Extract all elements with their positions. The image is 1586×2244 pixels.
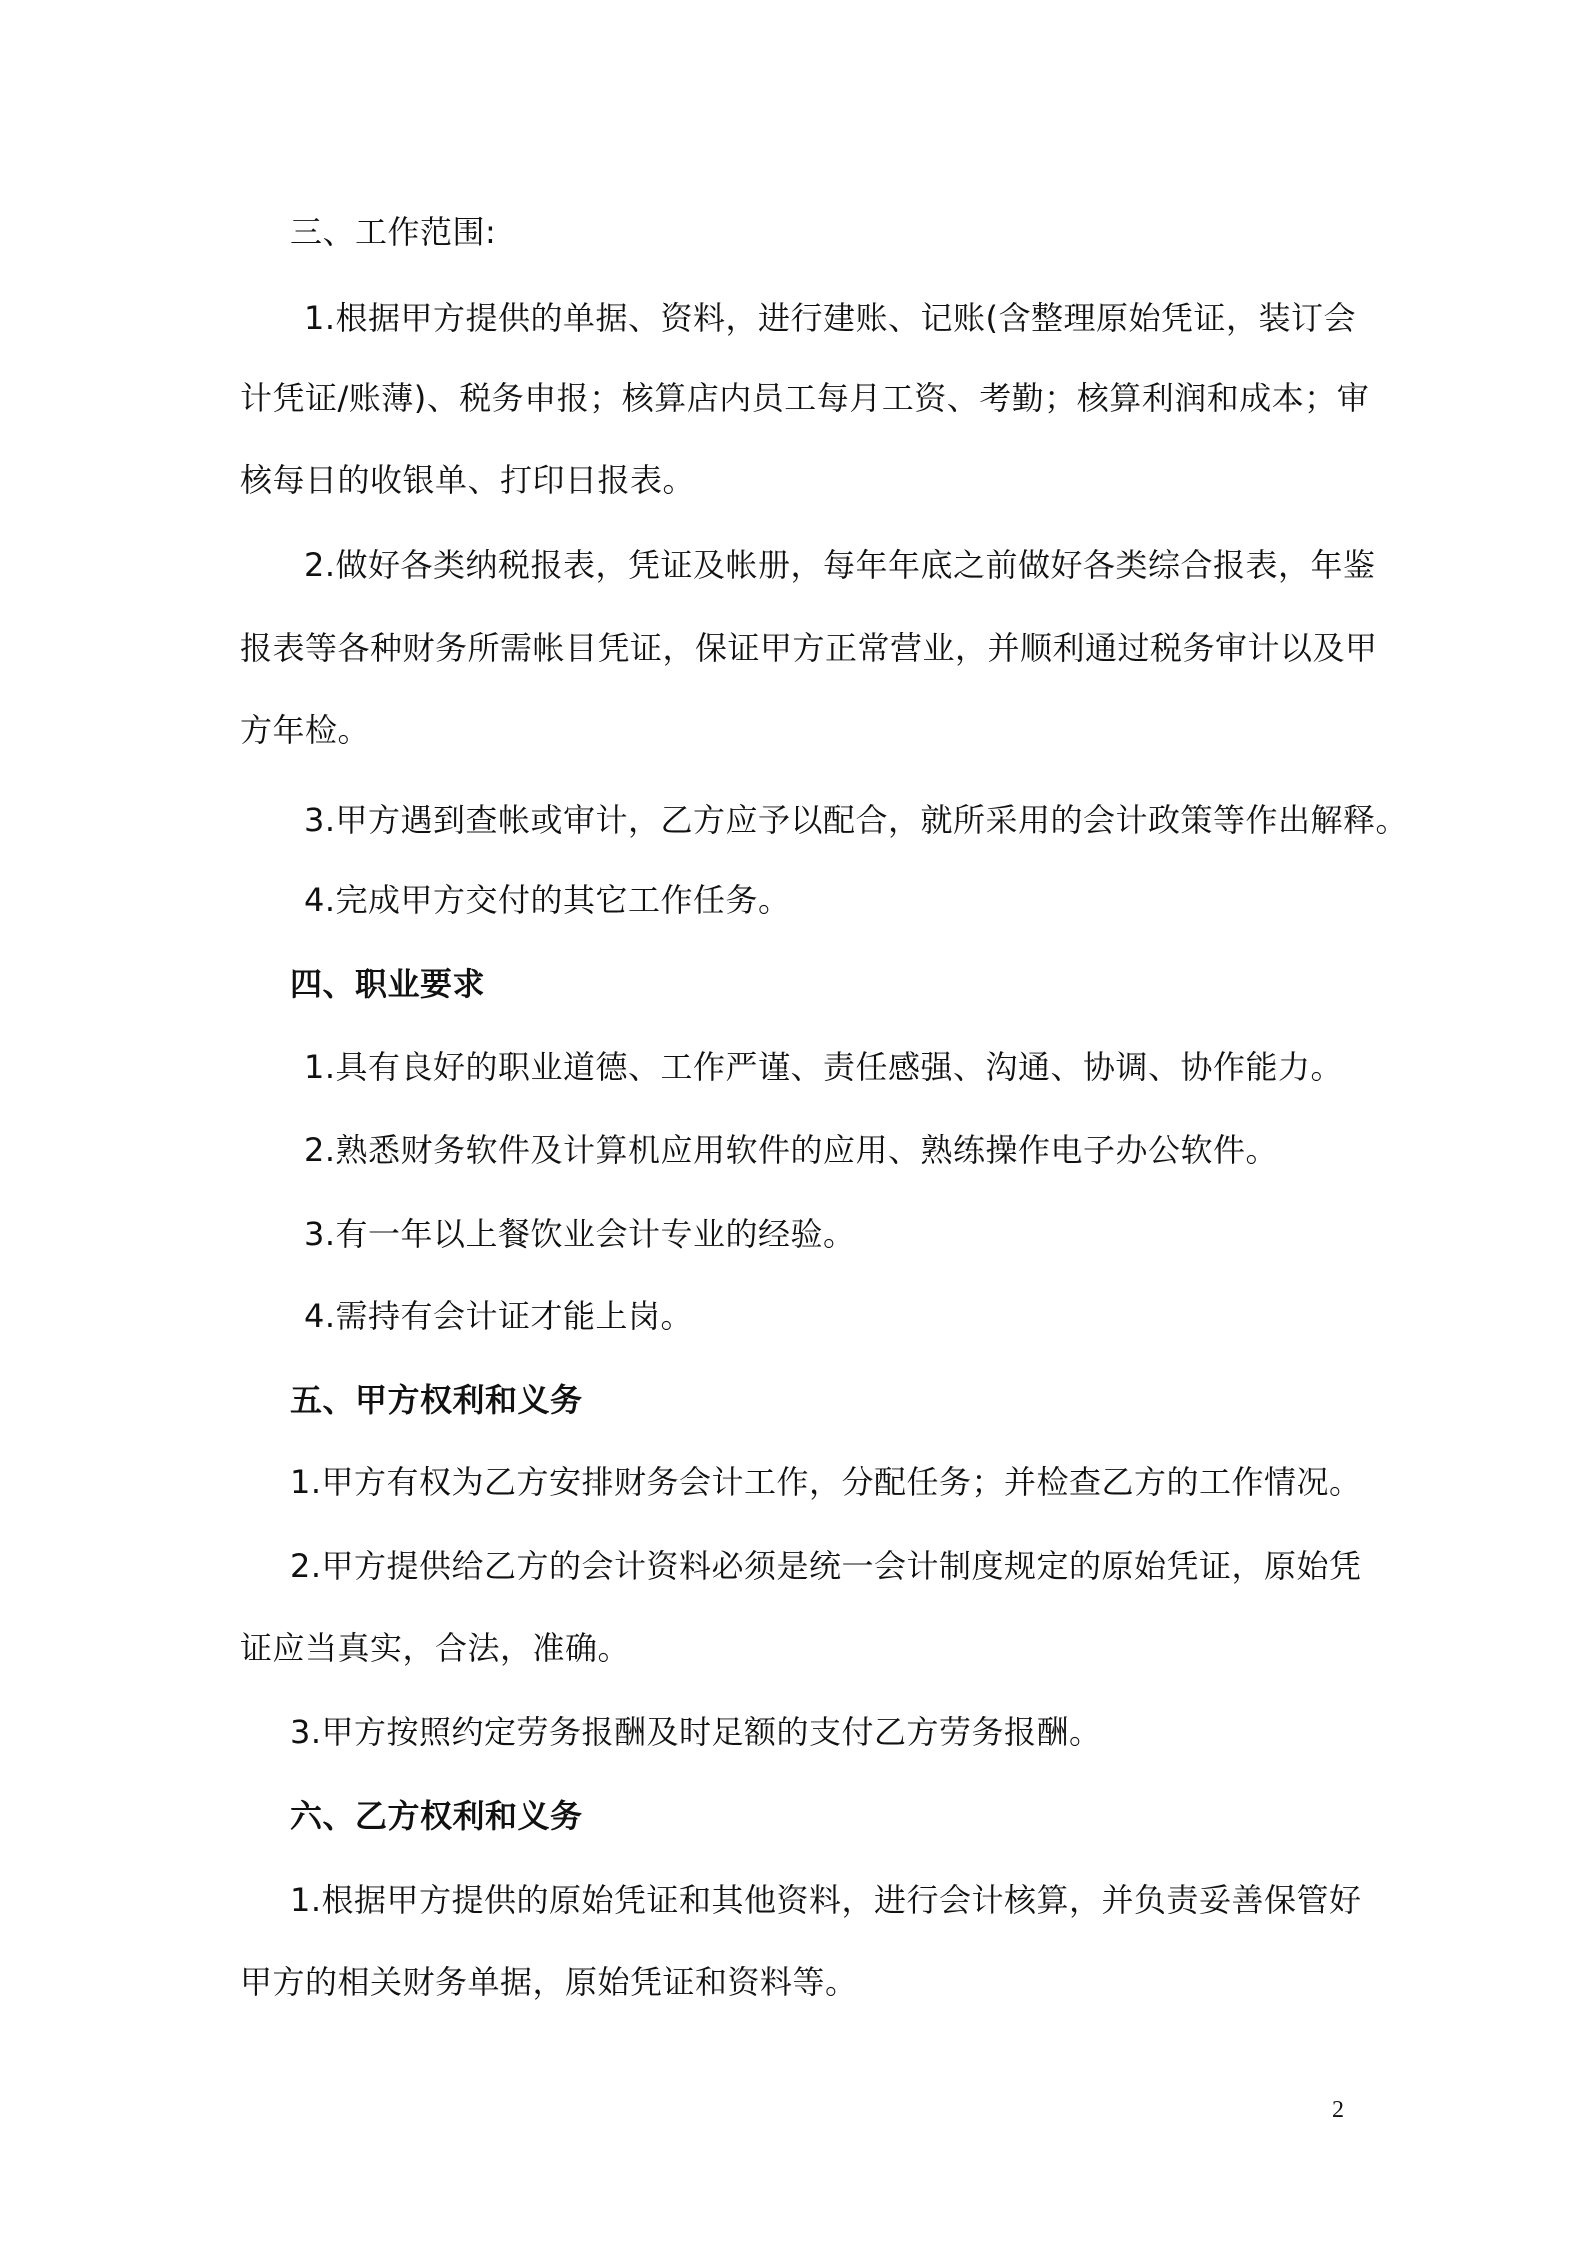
paragraph-line: 3.甲方遇到查帐或审计，乙方应予以配合，就所采用的会计政策等作出解释。 <box>304 801 1409 839</box>
paragraph-line: 1.具有良好的职业道德、工作严谨、责任感强、沟通、协调、协作能力。 <box>304 1048 1344 1086</box>
paragraph-line: 3.有一年以上餐饮业会计专业的经验。 <box>304 1215 856 1253</box>
paragraph-line: 甲方的相关财务单据，原始凭证和资料等。 <box>240 1963 858 2001</box>
paragraph-line: 1.甲方有权为乙方安排财务会计工作，分配任务；并检查乙方的工作情况。 <box>290 1463 1362 1501</box>
paragraph-line: 4.完成甲方交付的其它工作任务。 <box>304 881 791 919</box>
section-heading-party-b: 六、乙方权利和义务 <box>290 1797 583 1835</box>
paragraph-line: 方年检。 <box>240 711 371 749</box>
paragraph-line: 1.根据甲方提供的原始凭证和其他资料，进行会计核算，并负责妥善保管好 <box>290 1881 1362 1919</box>
page-number: 2 <box>1332 2097 1344 2123</box>
paragraph-line: 4.需持有会计证才能上岗。 <box>304 1297 694 1335</box>
paragraph-line: 2.熟悉财务软件及计算机应用软件的应用、熟练操作电子办公软件。 <box>304 1131 1279 1169</box>
paragraph-line: 报表等各种财务所需帐目凭证，保证甲方正常营业，并顺利通过税务审计以及甲 <box>240 629 1378 667</box>
section-heading-party-a: 五、甲方权利和义务 <box>290 1381 583 1419</box>
paragraph-line: 2.甲方提供给乙方的会计资料必须是统一会计制度规定的原始凭证，原始凭 <box>290 1547 1362 1585</box>
paragraph-line: 证应当真实，合法，准确。 <box>240 1629 631 1667</box>
paragraph-line: 3.甲方按照约定劳务报酬及时足额的支付乙方劳务报酬。 <box>290 1713 1102 1751</box>
section-heading-requirements: 四、职业要求 <box>290 965 486 1003</box>
paragraph-line: 计凭证/账薄)、税务申报；核算店内员工每月工资、考勤；核算利润和成本；审 <box>240 379 1370 417</box>
section-heading-scope: 三、工作范围: <box>290 213 497 251</box>
paragraph-line: 2.做好各类纳税报表，凭证及帐册，每年年底之前做好各类综合报表，年鉴 <box>304 546 1376 584</box>
paragraph-line: 1.根据甲方提供的单据、资料，进行建账、记账(含整理原始凭证，装订会 <box>304 299 1357 337</box>
paragraph-line: 核每日的收银单、打印日报表。 <box>240 461 696 499</box>
